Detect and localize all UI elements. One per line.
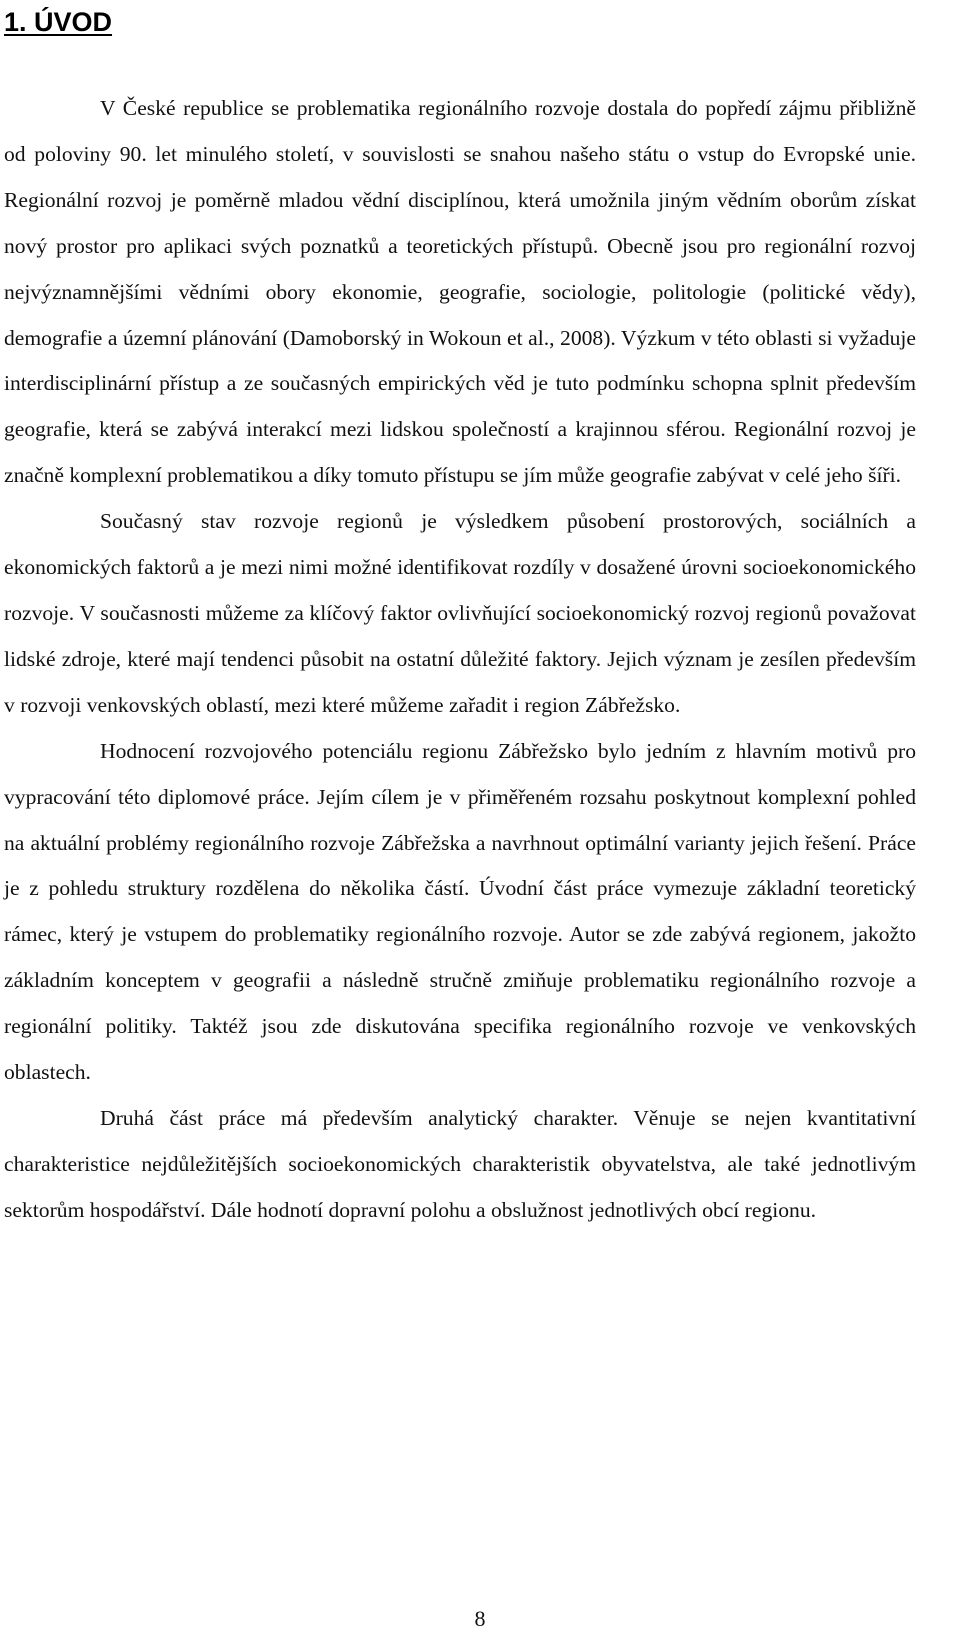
section-heading: 1. ÚVOD — [4, 7, 113, 37]
paragraph-1: V České republice se problematika regionálního rozvoje dostala do popředí zájmu přibližně od poloviny 90. let minulého století, v souvislosti se snahou našeho státu o vstup do Evropské unie. Regionální rozvoj je poměrně mladou vědní disciplínou, která umožnila jiným vědním oborům získat nový prostor pro aplikaci svých poznatků a teoretických přístupů. Obecně jsou pro regionální rozvoj nejvýznamnějšími vědními obory ekonomie, geografie, sociologie, politologie (politické vědy), demografie a územní plánování (Damoborský in Wokoun et al., 2008). Výzkum v této oblasti si vyžaduje interdisciplinární přístup a ze současných empirických věd je tuto podmínku schopna splnit především geografie, která se zabývá interakcí mezi lidskou společností a krajinnou sférou. Regionální rozvoj je značně komplexní problematikou a díky tomuto přístupu se jím může geografie zabývat v celé jeho šíři. — [4, 96, 916, 488]
body-text — [4, 86, 916, 1234]
page-number: 8 — [474, 1606, 486, 1631]
paragraph-2: Současný stav rozvoje regionů je výsledkem působení prostorových, sociálních a ekonomických faktorů a je mezi nimi možné identifikovat rozdíly v dosažené úrovni socioekonomického rozvoje. V současnosti můžeme za klíčový faktor ovlivňující socioekonomický rozvoj regionů považovat lidské zdroje, které mají tendenci působit na ostatní důležité faktory. Jejich význam je zesílen především v rozvoji venkovských oblastí, mezi které můžeme zařadit i region Zábřežsko. — [4, 509, 916, 717]
paragraph-3: Hodnocení rozvojového potenciálu regionu Zábřežsko bylo jedním z hlavním motivů pro vypracování této diplomové práce. Jejím cílem je v přiměřeném rozsahu poskytnout komplexní pohled na aktuální problémy regionálního rozvoje Zábřežska a navrhnout optimální varianty jejich řešení. Práce je z pohledu struktury rozdělena do několika částí. Úvodní část práce vymezuje základní teoretický rámec, který je vstupem do problematiky regionálního rozvoje. Autor se zde zabývá regionem, jakožto základním konceptem v geografii a následně stručně zmiňuje problematiku regionálního rozvoje a regionální politiky. Taktéž jsou zde diskutována specifika regionálního rozvoje ve venkovských oblastech. — [4, 738, 916, 1085]
paragraph-4: Druhá část práce má především analytický charakter. Věnuje se nejen kvantitativní charakteristice nejdůležitějších socioekonomických charakteristik obyvatelstva, ale také jednotlivým sektorům hospodářství. Dále hodnotí dopravní polohu a obslužnost jednotlivých obcí regionu. — [4, 1105, 916, 1222]
